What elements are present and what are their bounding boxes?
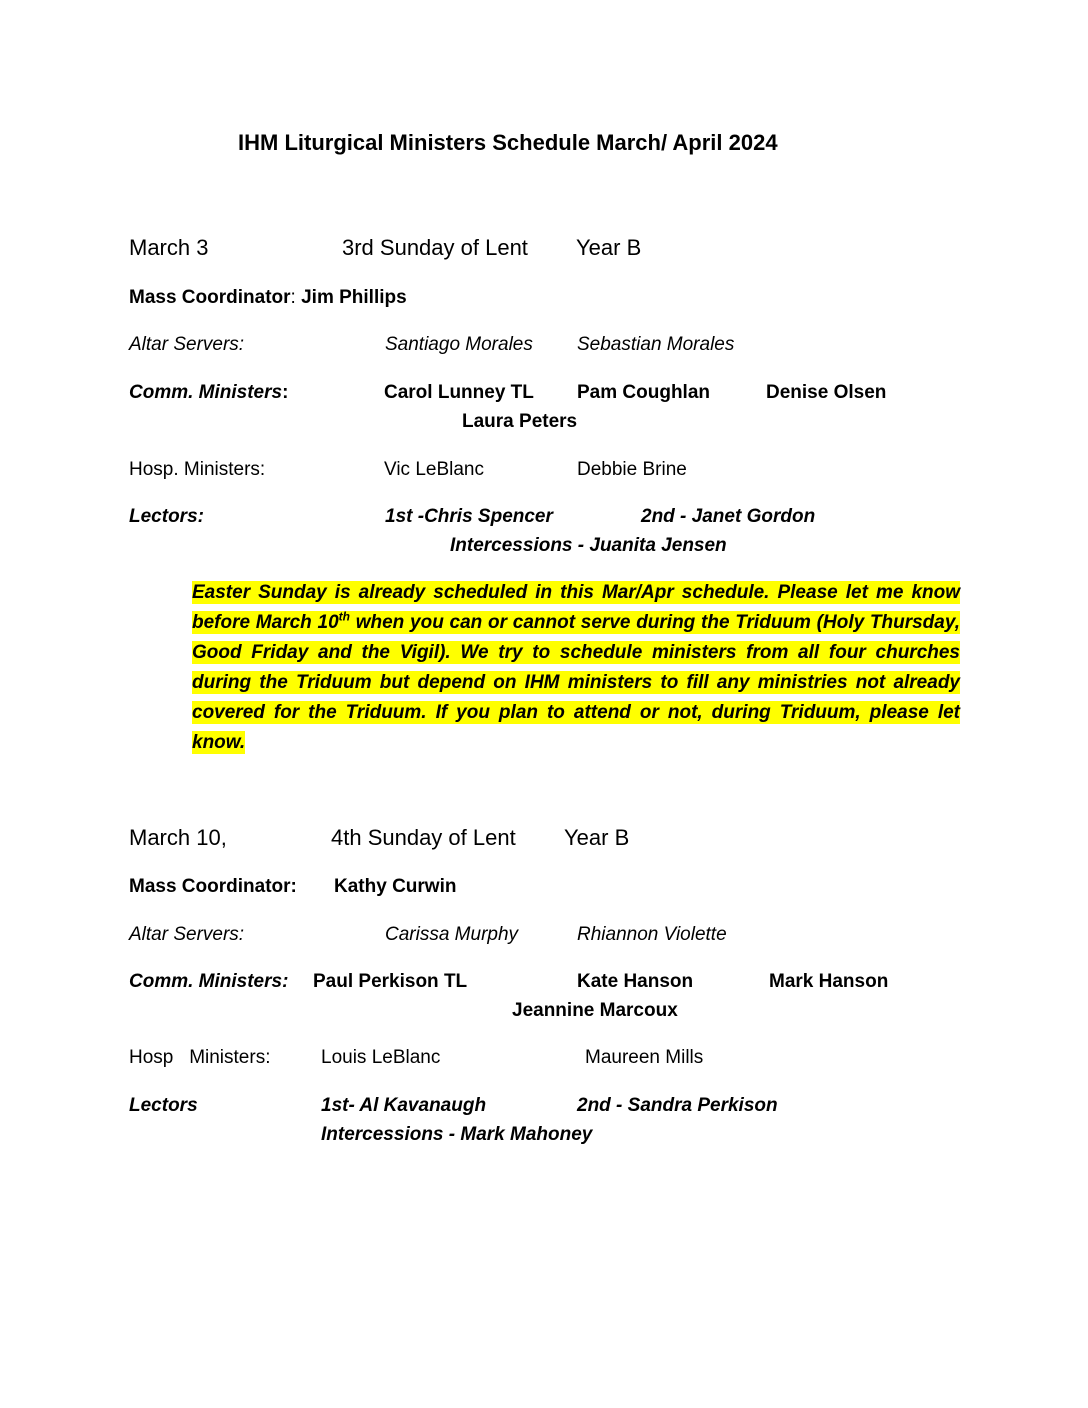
lector-intercessions: Intercessions - Mark Mahoney	[321, 1124, 593, 1145]
page-title: IHM Liturgical Ministers Schedule March/ April 2024	[238, 130, 778, 155]
notice-text-2: when you can or cannot serve during the Triduum (Holy Thursday, Good Friday and the Vigil). We try to schedule ministers from all four churches during the Triduum but depend on IHM ministers to fill any ministries not already covered for the Triduum. If you plan to attend or not, during Triduum, please let know.	[192, 612, 960, 753]
lectors-label: Lectors:	[129, 506, 204, 527]
week-1-date: March 3	[129, 235, 209, 260]
week-1-occasion: 3rd Sunday of Lent	[342, 235, 528, 260]
server-name: Carissa Murphy	[385, 924, 519, 945]
lectors-label: Lectors	[129, 1095, 198, 1116]
lector-first: 1st -Chris Spencer	[385, 506, 553, 527]
servers-label: Altar Servers:	[129, 924, 245, 945]
week-2-year: Year B	[564, 825, 630, 850]
notice-highlight	[192, 581, 960, 754]
server-name: Santiago Morales	[385, 334, 533, 355]
comm-minister-name: Pam Coughlan	[577, 382, 711, 403]
servers-label: Altar Servers:	[129, 334, 245, 355]
coordinator-name: Kathy Curwin	[334, 876, 457, 897]
comm-minister-name: Paul Perkison TL	[313, 971, 468, 992]
server-name: Sebastian Morales	[577, 334, 735, 355]
lector-second: 2nd - Janet Gordon	[641, 506, 816, 527]
comm-minister-name: Denise Olsen	[766, 382, 887, 403]
coordinator-name: Jim Phillips	[301, 287, 407, 308]
comm-ministers-colon: :	[282, 382, 289, 403]
comm-minister-name: Jeannine Marcoux	[512, 1000, 678, 1021]
comm-minister-name: Laura Peters	[462, 411, 578, 432]
comm-ministers-label: Comm. Ministers	[129, 382, 283, 403]
triduum-notice	[192, 578, 960, 758]
comm-minister-name: Carol Lunney TL	[384, 382, 534, 403]
week-2-coordinator-label: Mass Coordinator:	[129, 876, 297, 897]
notice-superscript: th	[338, 609, 350, 624]
server-name: Rhiannon Violette	[577, 924, 727, 945]
lector-second: 2nd - Sandra Perkison	[577, 1095, 778, 1116]
notice-text-1: Easter Sunday is already scheduled in this Mar/Apr schedule. Please let me know before March 10	[192, 582, 960, 633]
week-2-occasion: 4th Sunday of Lent	[331, 825, 516, 850]
lector-intercessions: Intercessions - Juanita Jensen	[450, 535, 727, 556]
coordinator-colon: :	[290, 287, 296, 308]
hosp-minister-name: Maureen Mills	[585, 1047, 704, 1068]
comm-ministers-label: Comm. Ministers:	[129, 971, 289, 992]
hosp-minister-name: Vic LeBlanc	[384, 459, 484, 480]
hosp-ministers-label: Hosp. Ministers:	[129, 459, 266, 480]
hosp-ministers-label: Hosp Ministers:	[129, 1047, 271, 1068]
comm-minister-name: Mark Hanson	[769, 971, 889, 992]
week-1-coordinator-row	[129, 287, 407, 309]
comm-ministers-label-row	[129, 382, 288, 404]
hosp-minister-name: Debbie Brine	[577, 459, 687, 480]
week-2-date: March 10,	[129, 825, 227, 850]
hosp-minister-name: Louis LeBlanc	[321, 1047, 441, 1068]
lector-first: 1st- Al Kavanaugh	[321, 1095, 487, 1116]
comm-minister-name: Kate Hanson	[577, 971, 694, 992]
week-1-year: Year B	[576, 235, 642, 260]
coordinator-label: Mass Coordinator	[129, 287, 291, 308]
